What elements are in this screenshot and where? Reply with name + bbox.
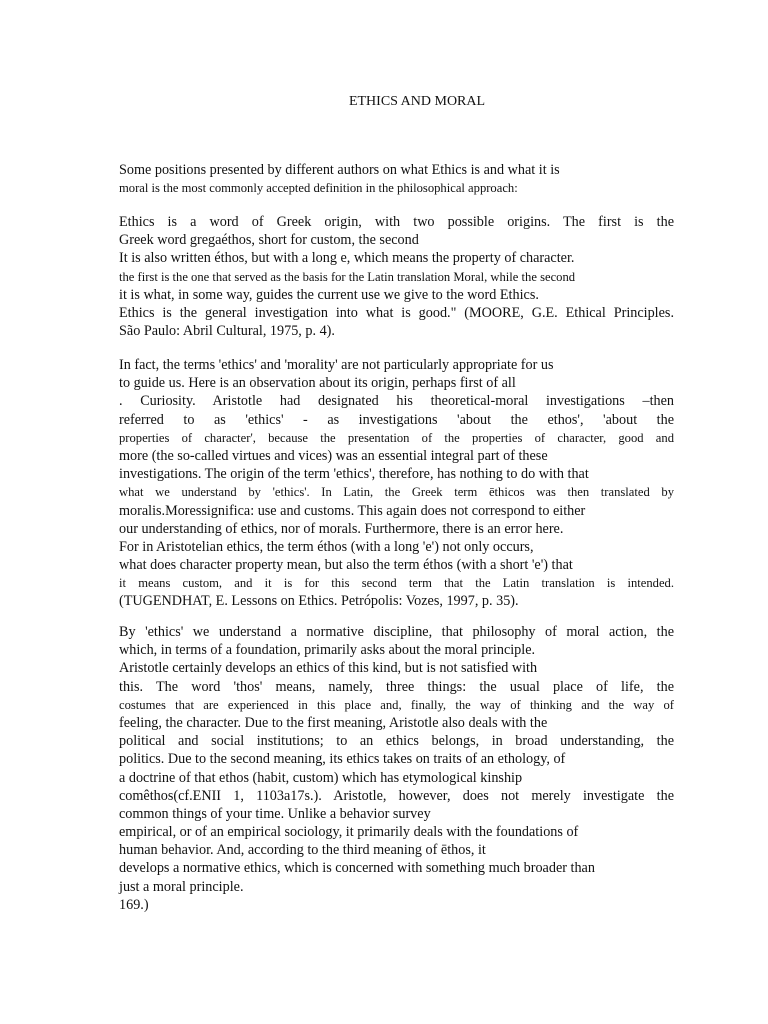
- text-line: moralis.Moressignifica: use and customs. This again does not correspond to either: [119, 502, 586, 519]
- text-line: investigations. The origin of the term 'ethics', therefore, has nothing to do with that: [119, 466, 589, 483]
- text-line: It is also written éthos, but with a long e, which means the property of character.: [119, 250, 575, 267]
- paragraph-definition: [119, 213, 674, 340]
- text-line: Ethics is the general investigation into what is good." (MOORE, G.E. Ethical Principles.: [119, 304, 674, 321]
- text-line: what we understand by 'ethics'. In Latin, the Greek term ēthicos was then translated by: [119, 485, 674, 500]
- text-line: politics. Due to the second meaning, its ethics takes on traits of an ethology, of: [119, 751, 566, 768]
- text-line: a doctrine of that ethos (habit, custom) which has etymological kinship: [119, 769, 523, 786]
- text-line: referred to as 'ethics' - as investigations 'about the ethos', 'about the: [119, 411, 674, 428]
- text-line: what does character property mean, but also the term éthos (with a short 'e') that: [119, 557, 573, 574]
- text-line: For in Aristotelian ethics, the term éthos (with a long 'e') not only occurs,: [119, 538, 534, 555]
- text-line: common things of your time. Unlike a behavior survey: [119, 805, 431, 822]
- paragraph-intro: [119, 161, 674, 197]
- text-line: costumes that are experienced in this place and, finally, the way of thinking and the way of: [119, 697, 674, 712]
- text-line: 169.): [119, 896, 149, 913]
- text-line: our understanding of ethics, nor of morals. Furthermore, there is an error here.: [119, 520, 564, 537]
- text-line: it means custom, and it is for this second term that the Latin translation is intended.: [119, 576, 674, 591]
- text-line: just a moral principle.: [119, 878, 244, 895]
- text-line: it is what, in some way, guides the current use we give to the word Ethics.: [119, 286, 539, 303]
- text-line: political and social institutions; to an ethics belongs, in broad understanding, the: [119, 733, 674, 750]
- text-line: . Curiosity. Aristotle had designated his theoretical-moral investigations –then: [119, 393, 674, 410]
- text-line: properties of character', because the presentation of the properties of character, good and: [119, 430, 674, 445]
- text-line: Aristotle certainly develops an ethics of this kind, but is not satisfied with: [119, 660, 538, 677]
- text-line: (TUGENDHAT, E. Lessons on Ethics. Petrópolis: Vozes, 1997, p. 35).: [119, 593, 519, 610]
- paragraph-aristotle: [119, 623, 674, 914]
- text-line: Some positions presented by different authors on what Ethics is and what it is: [119, 162, 560, 178]
- page-title: ETHICS AND MORAL: [348, 94, 486, 109]
- text-line: In fact, the terms 'ethics' and 'morality' are not particularly appropriate for us: [119, 357, 554, 373]
- text-line: São Paulo: Abril Cultural, 1975, p. 4).: [119, 323, 335, 340]
- text-line: develops a normative ethics, which is concerned with something much broader than: [119, 860, 595, 877]
- text-line: feeling, the character. Due to the first meaning, Aristotle also deals with the: [119, 714, 548, 731]
- text-line: human behavior. And, according to the third meaning of ēthos, it: [119, 842, 486, 859]
- paragraph-tugendhat: [119, 356, 674, 611]
- text-line: empirical, or of an empirical sociology, it primarily deals with the foundations of: [119, 824, 579, 841]
- text-line: comêthos(cf.ENII 1, 1103a17s.). Aristotle, however, does not merely investigate the: [119, 787, 674, 804]
- text-line: Greek word gregaéthos, short for custom, the second: [119, 232, 419, 249]
- text-line: Ethics is a word of Greek origin, with two possible origins. The first is the: [119, 214, 674, 230]
- text-line: to guide us. Here is an observation about its origin, perhaps first of all: [119, 375, 516, 392]
- text-line: moral is the most commonly accepted definition in the philosophical approach:: [119, 181, 518, 196]
- text-line: more (the so-called virtues and vices) was an essential integral part of these: [119, 447, 548, 464]
- text-line: this. The word 'thos' means, namely, three things: the usual place of life, the: [119, 678, 674, 695]
- text-line: which, in terms of a foundation, primarily asks about the moral principle.: [119, 642, 536, 659]
- text-line: By 'ethics' we understand a normative discipline, that philosophy of moral action, the: [119, 624, 674, 640]
- text-line: the first is the one that served as the basis for the Latin translation Moral, while the second: [119, 269, 576, 284]
